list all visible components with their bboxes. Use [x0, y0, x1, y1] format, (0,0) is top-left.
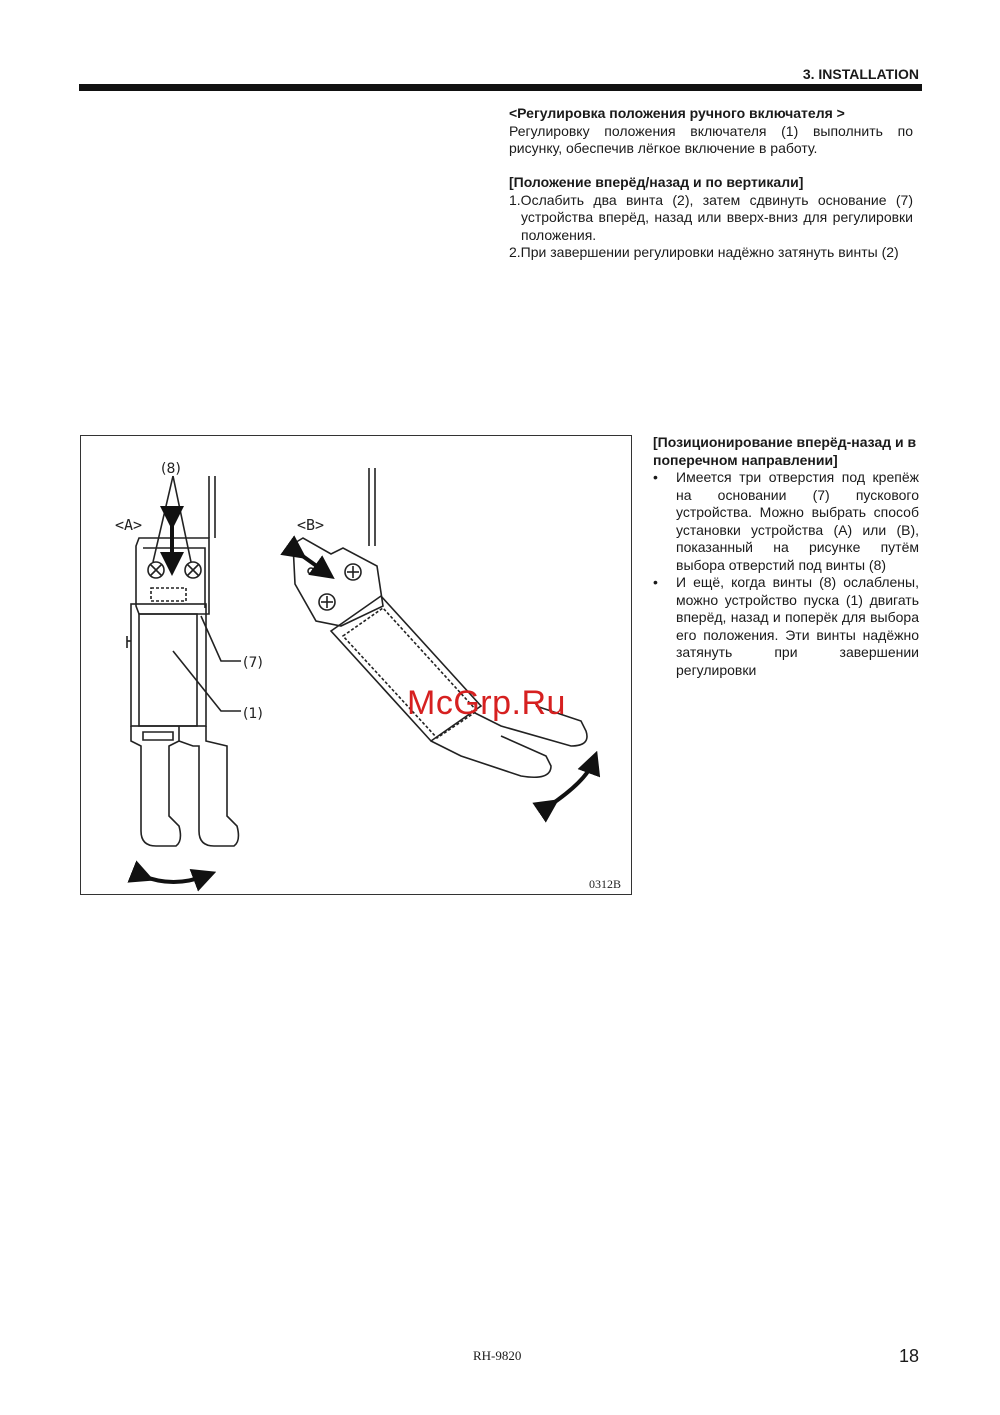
- steps-list: [509, 192, 913, 262]
- bullet-icon: •: [653, 574, 658, 590]
- section-positioning: [653, 434, 919, 679]
- label-a: <A>: [115, 516, 143, 534]
- section-heading: <Регулировка положения ручного включателя >: [509, 105, 845, 121]
- section-switch-adjustment: [509, 105, 913, 158]
- step-item: 2.При завершении регулировки надёжно затянуть винты (2): [509, 244, 899, 260]
- section-heading: [Положение вперёд/назад и по вертикали]: [509, 174, 804, 190]
- bullet-icon: •: [653, 469, 658, 485]
- label-b: <B>: [297, 516, 325, 534]
- installation-figure: [80, 435, 632, 895]
- section-heading: [Позиционирование вперёд-назад и в поперечном направлении]: [653, 434, 917, 468]
- callout-7: (7): [243, 655, 263, 671]
- callout-8: (8): [161, 461, 181, 477]
- list-item: [653, 469, 919, 574]
- list-item: [653, 574, 919, 679]
- footer-model: RH-9820: [473, 1348, 522, 1363]
- list-item-text: И ещё, когда винты (8) ослаблены, можно устройство пуска (1) двигать вперёд, назад и поперёк для выбора его положения. Эти винты надёжно затянуть при завершении регулировки: [676, 574, 919, 678]
- callout-1: (1): [243, 706, 263, 722]
- bullet-list: [653, 469, 919, 679]
- watermark: McGrp.Ru: [407, 684, 566, 722]
- figure-drawing: [81, 436, 633, 896]
- step-item: 1.Ослабить два винта (2), затем сдвинуть основание (7) устройства вперёд, назад или вверх-вниз для регулировки положения.: [509, 191, 913, 243]
- page-number: 18: [898, 1346, 919, 1366]
- section-text: Регулировку положения включателя (1) выполнить по рисунку, обеспечив лёгкое включение в работу.: [509, 122, 913, 156]
- section-forward-back-vertical: [509, 174, 913, 262]
- header-title: 3. INSTALLATION: [802, 66, 919, 82]
- figure-code: 0312B: [589, 877, 622, 891]
- list-item-text: Имеется три отверстия под крепёж на основании (7) пускового устройства. Можно выбрать способ установки устройства (A) или (B), показанный на рисунке путём выбора отверстий под винты (8): [676, 469, 919, 573]
- header-rule: [79, 84, 922, 91]
- pedal-switch-variant-b: [293, 468, 587, 777]
